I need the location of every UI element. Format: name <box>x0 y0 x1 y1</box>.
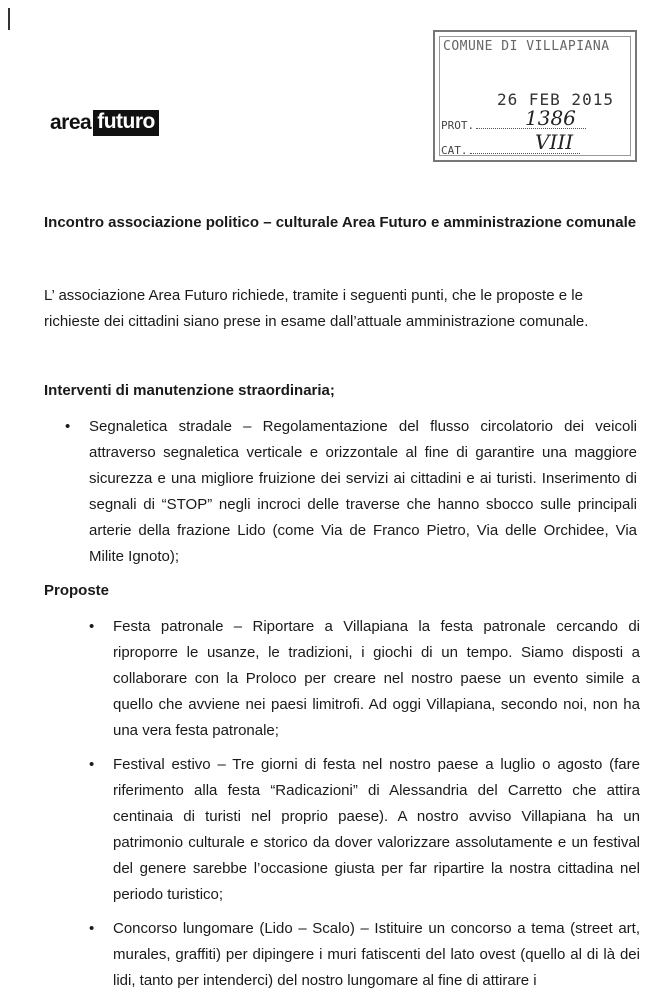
intro-paragraph: L’ associazione Area Futuro richiede, tramite i seguenti punti, che le proposte e le richieste dei cittadini siano prese in esame dall’attuale amministrazione comunale. <box>44 287 589 330</box>
stamp-date: 26 FEB 2015 <box>497 90 614 109</box>
bullet-icon: • <box>89 618 95 635</box>
list-item <box>65 414 637 570</box>
list-item-text: Festival estivo – Tre giorni di festa nel nostro paese a luglio o agosto (fare riferimento alla festa “Radicazioni” di Alessandria del Carretto che attira centinaia di turisti nel proprio paese). A nostro avviso Villapiana ha un patrimonio culturale e storico da dover valorizzare assolutamente e un festival del genere sarebbe l’occasione giusta per far ripartire la nostra cittadina nel periodo turistico; <box>113 756 640 903</box>
stamp-prot-label: PROT. <box>441 119 475 132</box>
manutenzione-list <box>65 414 637 570</box>
stamp-comune: COMUNE DI VILLAPIANA <box>443 39 610 54</box>
section-heading-manutenzione: Interventi di manutenzione straordinaria; <box>44 382 335 399</box>
list-item-text: Segnaletica stradale – Regolamentazione del flusso circolatorio dei veicoli attraverso segnaletica verticale e orizzontale al fine di garantire una maggiore sicurezza e una migliore fruizione dei servizi ai cittadini e ai turisti. Inserimento di segnali di “STOP” negli incroci delle traverse che hanno sbocco sulle principali arterie della frazione Lido (come Via de Franco Pietro, Via delle Orchidee, Via Milite Ignoto); <box>89 418 637 565</box>
pen-mark <box>8 8 10 30</box>
proposte-list <box>89 614 640 1002</box>
stamp-prot-value: 1386 <box>525 106 576 130</box>
protocol-stamp <box>433 30 637 162</box>
document-title: Incontro associazione politico – culturale Area Futuro e amministrazione comunale <box>44 214 637 231</box>
list-item <box>89 916 640 994</box>
stamp-cat-label: CAT. <box>441 144 468 157</box>
area-futuro-logo <box>50 110 159 136</box>
section-heading-proposte: Proposte <box>44 582 110 599</box>
bullet-icon: • <box>89 920 95 937</box>
list-item-text: Festa patronale – Riportare a Villapiana la festa patronale cercando di riproporre le usanze, le tradizioni, i giochi di un tempo. Siamo disposti a collaborare con la Proloco per creare nel nostro paese un evento simile a quello che avviene nei paesi limitrofi. Ad oggi Villapiana, secondo noi, non ha una vera festa patronale; <box>113 618 640 739</box>
bullet-icon: • <box>89 756 95 773</box>
list-item <box>89 752 640 908</box>
bullet-icon: • <box>65 418 71 435</box>
list-item-text: Concorso lungomare (Lido – Scalo) – Istituire un concorso a tema (street art, murales, graffiti) per dipingere i muri fatiscenti del lato ovest (quello al di là dei lidi, tanto per intenderci) del nostro lungomare al fine di attirare i <box>113 920 640 989</box>
stamp-cat-value: VIII <box>535 130 574 154</box>
list-item <box>89 614 640 744</box>
logo-text-futuro: futuro <box>93 110 159 136</box>
logo-text-area: area <box>50 111 92 134</box>
